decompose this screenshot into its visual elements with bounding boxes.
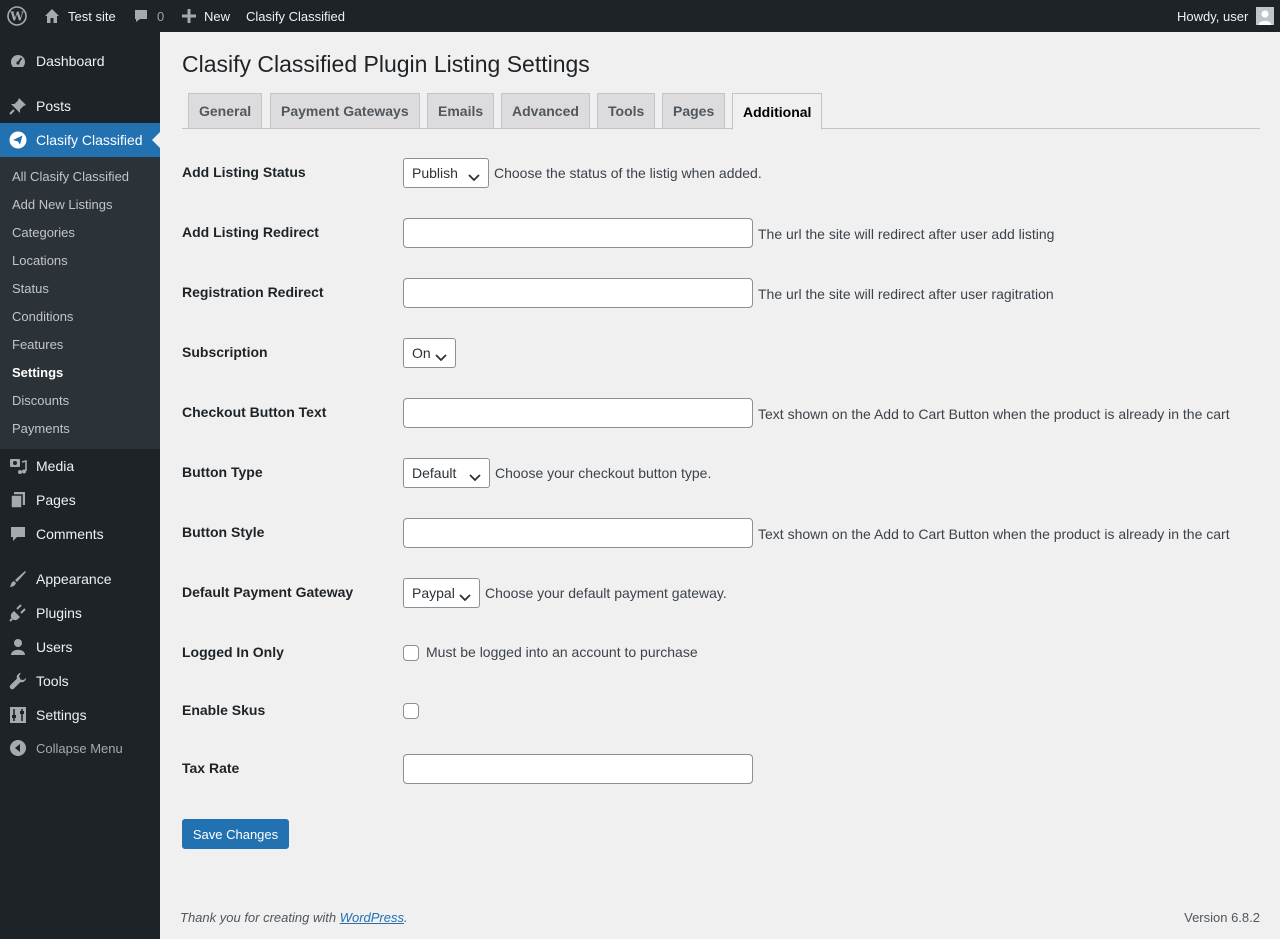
footer-thanks-prefix: Thank you for creating with [180, 910, 340, 925]
submenu-conditions[interactable]: Conditions [12, 309, 74, 324]
logged-in-only-checkbox[interactable] [403, 645, 419, 661]
new-content-link[interactable] [182, 0, 230, 32]
comments-count: 0 [157, 8, 165, 24]
menu-item-media[interactable]: Media [0, 449, 160, 483]
tab-general[interactable]: General [188, 93, 262, 129]
main-content [160, 32, 1280, 939]
submenu-all-clasify-classified[interactable]: All Clasify Classified [12, 169, 130, 184]
plug-icon [9, 604, 27, 622]
enable-skus-label: Enable Skus [182, 702, 266, 718]
collapse-arrow-icon [9, 739, 27, 757]
logged-in-only-label: Logged In Only [182, 644, 284, 660]
checkout-button-text-label: Checkout Button Text [182, 404, 327, 420]
menu-item-posts[interactable]: Posts [0, 89, 160, 123]
pages-icon [9, 491, 27, 509]
tab-additional[interactable]: Additional [732, 93, 822, 130]
registration-redirect-label: Registration Redirect [182, 284, 324, 300]
collapse-menu-button[interactable]: Collapse Menu [0, 731, 160, 765]
logged-in-only-description: Must be logged into an account to purchase [426, 644, 698, 660]
checkout-button-text-input[interactable] [403, 398, 753, 428]
checkout-button-text-description: Text shown on the Add to Cart Button when the product is already in the cart [758, 406, 1230, 422]
site-name: Test site [68, 8, 116, 24]
save-changes-button[interactable]: Save Changes [182, 819, 289, 849]
menu-item-appearance[interactable]: Appearance [0, 562, 160, 596]
plus-icon [182, 9, 196, 23]
settings-tabs [182, 93, 1260, 129]
footer-thanks-suffix: . [404, 910, 408, 925]
add-listing-redirect-description: The url the site will redirect after user add listing [758, 226, 1055, 242]
menu-item-plugins[interactable]: Plugins [0, 596, 160, 630]
site-home-link[interactable] [44, 0, 116, 32]
avatar [1256, 7, 1274, 25]
button-type-select[interactable] [403, 458, 490, 488]
menu-item-settings[interactable]: Settings [0, 698, 160, 732]
chevron-down-icon [435, 349, 447, 357]
comments-link[interactable] [133, 0, 164, 32]
comment-bubble-icon [133, 8, 149, 24]
user-icon [9, 638, 27, 656]
submenu-payments[interactable]: Payments [12, 421, 70, 436]
comment-icon [9, 525, 27, 543]
tab-tools[interactable]: Tools [597, 93, 655, 129]
default-payment-gateway-value: Paypal [412, 585, 455, 601]
paintbrush-icon [9, 570, 27, 588]
button-type-value: Default [412, 465, 457, 481]
default-payment-gateway-description: Choose your default payment gateway. [485, 585, 727, 601]
menu-item-users[interactable]: Users [0, 630, 160, 664]
wordpress-logo-icon[interactable] [7, 0, 27, 32]
tax-rate-label: Tax Rate [182, 760, 240, 776]
media-camera-music-icon [9, 457, 27, 475]
button-type-label: Button Type [182, 464, 263, 480]
default-payment-gateway-select[interactable] [403, 578, 480, 608]
submenu-add-new-listings[interactable]: Add New Listings [12, 197, 113, 212]
submenu-status[interactable]: Status [12, 281, 49, 296]
subscription-label: Subscription [182, 344, 268, 360]
user-account-menu[interactable] [1177, 0, 1274, 32]
chevron-down-icon [459, 589, 471, 597]
registration-redirect-description: The url the site will redirect after user ragitration [758, 286, 1054, 302]
svg-text:W: W [10, 9, 24, 24]
howdy-greeting: Howdy, user [1177, 8, 1249, 24]
clasify-submenu [0, 157, 160, 449]
button-style-input[interactable] [403, 518, 753, 548]
submenu-locations[interactable]: Locations [12, 253, 68, 268]
plugin-adminbar-link[interactable]: Clasify Classified [246, 8, 345, 24]
menu-item-comments[interactable]: Comments [0, 517, 160, 551]
settings-sliders-icon [9, 706, 27, 724]
wrench-icon [9, 672, 27, 690]
footer-thanks [180, 910, 408, 925]
add-listing-status-select[interactable] [403, 158, 489, 188]
add-listing-status-value: Publish [412, 165, 458, 181]
add-listing-status-description: Choose the status of the listig when added. [494, 165, 762, 181]
submenu-settings[interactable]: Settings [12, 365, 64, 380]
submenu-features[interactable]: Features [12, 337, 64, 352]
submenu-discounts[interactable]: Discounts [12, 393, 70, 408]
menu-item-clasify-classified[interactable]: Clasify Classified [0, 123, 160, 157]
add-listing-redirect-input[interactable] [403, 218, 753, 248]
button-style-label: Button Style [182, 524, 265, 540]
enable-skus-checkbox[interactable] [403, 703, 419, 719]
tab-emails[interactable]: Emails [427, 93, 494, 129]
footer-version: Version 6.8.2 [1184, 910, 1260, 925]
new-label: New [204, 8, 231, 24]
admin-bar [0, 0, 1280, 32]
subscription-value: On [412, 345, 431, 361]
button-style-description: Text shown on the Add to Cart Button when the product is already in the cart [758, 526, 1230, 542]
tab-pages[interactable]: Pages [662, 93, 725, 129]
button-type-description: Choose your checkout button type. [495, 465, 712, 481]
tab-advanced[interactable]: Advanced [501, 93, 590, 129]
chevron-down-icon [469, 469, 481, 477]
paper-plane-icon [9, 131, 27, 149]
registration-redirect-input[interactable] [403, 278, 753, 308]
admin-sidebar [0, 32, 160, 939]
add-listing-redirect-label: Add Listing Redirect [182, 224, 319, 240]
add-listing-status-label: Add Listing Status [182, 164, 306, 180]
chevron-down-icon [468, 169, 480, 177]
menu-item-tools[interactable]: Tools [0, 664, 160, 698]
default-payment-gateway-label: Default Payment Gateway [182, 584, 354, 600]
menu-item-pages[interactable]: Pages [0, 483, 160, 517]
dashboard-gauge-icon [9, 52, 27, 70]
submenu-categories[interactable]: Categories [12, 225, 75, 240]
tax-rate-input[interactable] [403, 754, 753, 784]
subscription-select[interactable] [403, 338, 456, 368]
tab-payment-gateways[interactable]: Payment Gateways [270, 93, 420, 129]
home-icon [44, 8, 60, 24]
pushpin-icon [9, 97, 27, 115]
menu-item-dashboard[interactable]: Dashboard [0, 44, 160, 78]
wordpress-link[interactable]: WordPress [339, 910, 404, 925]
page-title: Clasify Classified Plugin Listing Settings [182, 51, 590, 77]
